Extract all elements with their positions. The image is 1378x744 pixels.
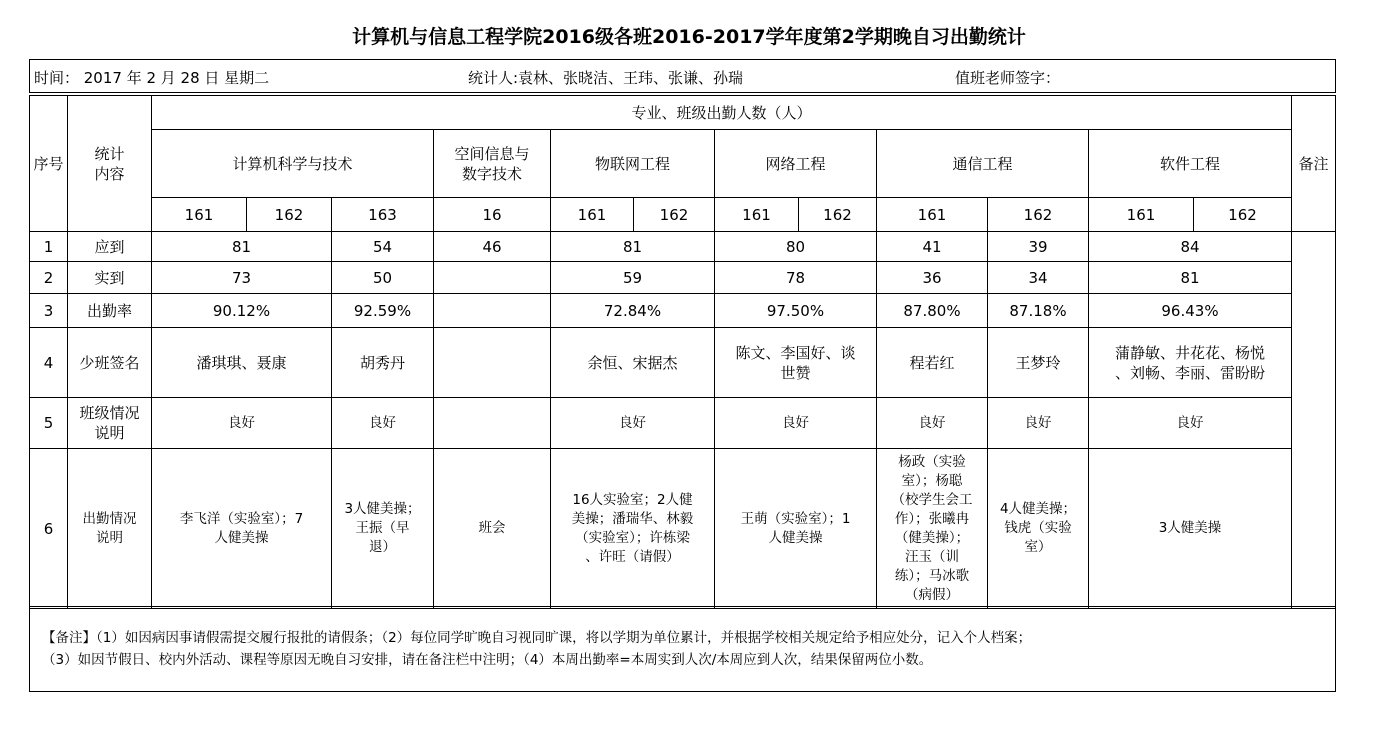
class-net-161: 161 bbox=[715, 198, 799, 232]
major-cs: 计算机科学与技术 bbox=[152, 130, 434, 198]
cell-cs-161-162: 潘琪琪、聂康 bbox=[152, 328, 332, 398]
cell-software: 3人健美操 bbox=[1089, 449, 1292, 609]
cell-network: 王萌（实验室）；1 人健美操 bbox=[715, 449, 877, 609]
cell-cs-163: 良好 bbox=[332, 398, 434, 449]
header-content: 统计 内容 bbox=[68, 96, 152, 232]
cell-cs-163: 50 bbox=[332, 262, 434, 294]
class-spatial-16: 16 bbox=[434, 198, 551, 232]
header-group: 专业、班级出勤人数（人） bbox=[152, 96, 1292, 130]
cell-comm-161: 41 bbox=[877, 232, 988, 262]
row-label: 应到 bbox=[68, 232, 152, 262]
class-cs-162: 162 bbox=[247, 198, 332, 232]
cell-iot: 16人实验室；2人健 美操；潘瑞华、林毅 （实验室）；许栋梁 、许旺（请假） bbox=[551, 449, 715, 609]
attendance-table bbox=[29, 95, 1336, 609]
cell-network: 78 bbox=[715, 262, 877, 294]
cell-software: 蒲静敏、井花花、杨悦 、刘畅、李丽、雷盼盼 bbox=[1089, 328, 1292, 398]
major-iot: 物联网工程 bbox=[551, 130, 715, 198]
notes-section bbox=[29, 606, 1336, 692]
cell-spatial bbox=[434, 262, 551, 294]
cell-comm-161: 程若红 bbox=[877, 328, 988, 398]
table-row bbox=[30, 262, 1336, 294]
cell-cs-161-162: 73 bbox=[152, 262, 332, 294]
row-no: 1 bbox=[30, 232, 68, 262]
row-no: 5 bbox=[30, 398, 68, 449]
cell-software: 96.43% bbox=[1089, 294, 1292, 328]
cell-cs-161-162: 90.12% bbox=[152, 294, 332, 328]
table-row bbox=[30, 294, 1336, 328]
cell-cs-161-162: 良好 bbox=[152, 398, 332, 449]
notes-line-2: （3）如因节假日、校内外活动、课程等原因无晚自习安排，请在备注栏中注明；（4）本周出勤率=本周实到人次/本周应到人次，结果保留两位小数。 bbox=[42, 652, 933, 668]
cell-spatial bbox=[434, 328, 551, 398]
cell-spatial bbox=[434, 294, 551, 328]
cell-cs-163: 92.59% bbox=[332, 294, 434, 328]
cell-cs-161-162: 李飞洋（实验室）；7 人健美操 bbox=[152, 449, 332, 609]
cell-spatial: 46 bbox=[434, 232, 551, 262]
info-bar bbox=[29, 59, 1336, 93]
cell-cs-161-162: 81 bbox=[152, 232, 332, 262]
class-cs-163: 163 bbox=[332, 198, 434, 232]
date-field: 时间： 2017 年 2 月 28 日 星期二 bbox=[34, 69, 270, 87]
class-sw-161: 161 bbox=[1089, 198, 1194, 232]
row-label: 少班签名 bbox=[68, 328, 152, 398]
table-row bbox=[30, 449, 1336, 609]
major-network: 网络工程 bbox=[715, 130, 877, 198]
cell-comm-161: 良好 bbox=[877, 398, 988, 449]
counters-field: 统计人:袁林、张晓洁、王玮、张谦、孙瑞 bbox=[468, 69, 744, 87]
class-iot-162: 162 bbox=[634, 198, 715, 232]
cell-iot: 良好 bbox=[551, 398, 715, 449]
major-software: 软件工程 bbox=[1089, 130, 1292, 198]
cell-cs-163: 3人健美操； 王振（早 退） bbox=[332, 449, 434, 609]
row-no: 6 bbox=[30, 449, 68, 609]
class-cs-161: 161 bbox=[152, 198, 247, 232]
cell-spatial bbox=[434, 398, 551, 449]
cell-comm-162: 王梦玲 bbox=[988, 328, 1089, 398]
row-label: 班级情况 说明 bbox=[68, 398, 152, 449]
cell-cs-163: 54 bbox=[332, 232, 434, 262]
table-row bbox=[30, 398, 1336, 449]
cell-iot: 59 bbox=[551, 262, 715, 294]
cell-comm-162: 39 bbox=[988, 232, 1089, 262]
class-comm-161: 161 bbox=[877, 198, 988, 232]
cell-comm-162: 34 bbox=[988, 262, 1089, 294]
class-iot-161: 161 bbox=[551, 198, 634, 232]
cell-network: 良好 bbox=[715, 398, 877, 449]
row-label: 出勤情况 说明 bbox=[68, 449, 152, 609]
cell-software: 良好 bbox=[1089, 398, 1292, 449]
teacher-sign-field: 值班老师签字： bbox=[955, 69, 1061, 87]
row-label: 实到 bbox=[68, 262, 152, 294]
major-spatial: 空间信息与 数字技术 bbox=[434, 130, 551, 198]
header-remark: 备注 bbox=[1292, 96, 1336, 232]
table-row bbox=[30, 328, 1336, 398]
cell-network: 97.50% bbox=[715, 294, 877, 328]
class-comm-162: 162 bbox=[988, 198, 1089, 232]
cell-network: 80 bbox=[715, 232, 877, 262]
cell-comm-162: 良好 bbox=[988, 398, 1089, 449]
page-title: 计算机与信息工程学院2016级各班2016-2017学年度第2学期晚自习出勤统计 bbox=[352, 26, 1026, 48]
row-no: 4 bbox=[30, 328, 68, 398]
cell-comm-161: 36 bbox=[877, 262, 988, 294]
class-sw-162: 162 bbox=[1194, 198, 1292, 232]
cell-spatial: 班会 bbox=[434, 449, 551, 609]
cell-comm-161: 杨政（实验 室）；杨聪 （校学生会工 作）；张曦冉 （健美操）； 汪玉（训 练）；马冰歌 （病假） bbox=[877, 449, 988, 609]
row-no: 3 bbox=[30, 294, 68, 328]
major-comm: 通信工程 bbox=[877, 130, 1089, 198]
cell-cs-163: 胡秀丹 bbox=[332, 328, 434, 398]
cell-comm-162: 87.18% bbox=[988, 294, 1089, 328]
table-row bbox=[30, 232, 1336, 262]
cell-comm-162: 4人健美操； 钱虎（实验 室） bbox=[988, 449, 1089, 609]
cell-software: 81 bbox=[1089, 262, 1292, 294]
cell-iot: 81 bbox=[551, 232, 715, 262]
cell-software: 84 bbox=[1089, 232, 1292, 262]
header-seq: 序号 bbox=[30, 96, 68, 232]
remark-cell bbox=[1292, 232, 1336, 609]
cell-comm-161: 87.80% bbox=[877, 294, 988, 328]
class-net-162: 162 bbox=[799, 198, 877, 232]
row-label: 出勤率 bbox=[68, 294, 152, 328]
cell-iot: 72.84% bbox=[551, 294, 715, 328]
cell-network: 陈文、李国好、谈 世赞 bbox=[715, 328, 877, 398]
row-no: 2 bbox=[30, 262, 68, 294]
cell-iot: 余恒、宋据杰 bbox=[551, 328, 715, 398]
notes-line-1: 【备注】（1）如因病因事请假需提交履行报批的请假条；（2）每位同学旷晚自习视同旷课，将以学期为单位累计，并根据学校相关规定给予相应处分，记入个人档案； bbox=[42, 630, 1032, 646]
